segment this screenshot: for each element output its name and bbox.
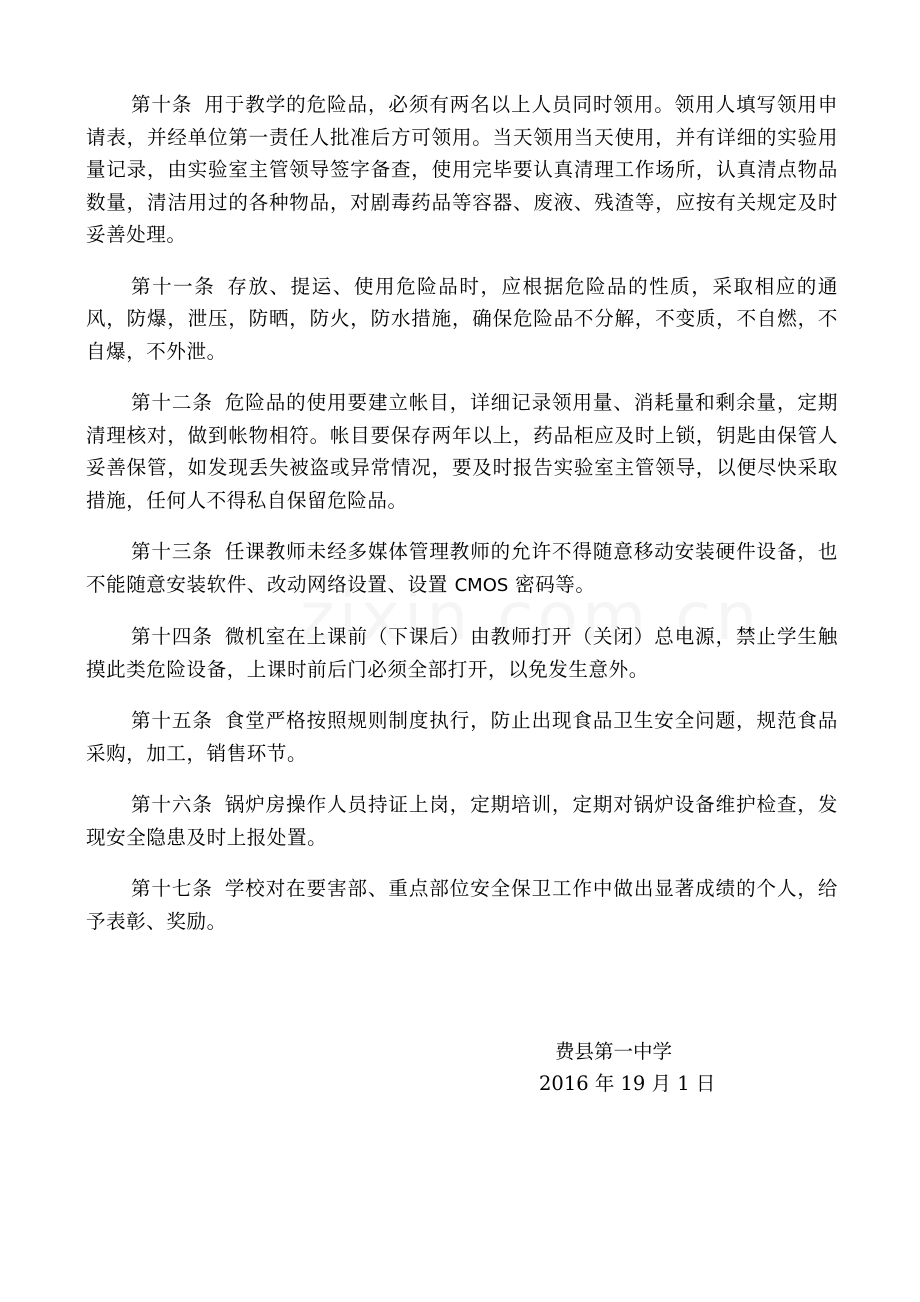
article-number: 第十条 (131, 93, 193, 116)
article-number: 第十一条 (131, 274, 216, 298)
article-16 (86, 789, 838, 854)
document-body (86, 89, 838, 957)
article-text: 用于教学的危险品，必须有两名以上人员同时领用。领用人填写领用申请表，并经单位第一责任人批准后方可领用。当天领用当天使用，并有详细的实验用量记录，由实验室主管领导签字备查，使用完毕要认真清理工作场所，认真清点物品数量，清洁用过的各种物品，对剧毒药品等容器、废液、残渣等，应按有关规定及时妥善处理。 (86, 93, 838, 246)
article-text: 食堂严格按照规则制度执行，防止出现食品卫生安全问题，规范食品采购，加工，销售环节。 (86, 709, 838, 765)
article-text: 危险品的使用要建立帐目，详细记录领用量、消耗量和剩余量，定期清理核对，做到帐物相符。帐目要保存两年以上，药品柜应及时上锁，钥匙由保管人妥善保管，如发现丢失被盗或异常情况，要及时报告实验室主管领导，以便尽快采取措施，任何人不得私自保留危险品。 (86, 391, 838, 512)
article-number: 第十二条 (131, 391, 213, 414)
article-14 (86, 621, 838, 686)
article-text-latin: CMOS (454, 574, 509, 596)
article-12 (86, 387, 838, 517)
article-text: 锅炉房操作人员持证上岗，定期培训，定期对锅炉设备维护检查，发现安全隐患及时上报处置。 (86, 793, 838, 849)
article-text: 学校对在要害部、重点部位安全保卫工作中做出显著成绩的个人，给予表彰、奖励。 (86, 877, 838, 933)
article-number: 第十三条 (131, 540, 213, 563)
article-text: 任课教师未经多媒体管理教师的允许不得随意移动安装硬件设备，也不能随意安装软件、改动网络设置、设置 (86, 540, 838, 596)
signature-organization: 费县第一中学 (555, 1040, 673, 1063)
article-text: 密码等。 (508, 572, 596, 596)
article-15 (86, 705, 838, 770)
article-number: 第十五条 (131, 709, 213, 732)
article-text: 微机室在上课前（下课后）由教师打开（关闭）总电源，禁止学生触摸此类危险设备，上课时前后门必须全部打开，以免发生意外。 (86, 625, 838, 681)
article-text: 存放、提运、使用危险品时，应根据危险品的性质，采取相应的通风，防爆，泄压，防晒，防火，防水措施，确保危险品不分解，不变质，不自燃，不自爆，不外泄。 (86, 274, 839, 363)
article-number: 第十六条 (131, 793, 213, 816)
article-13 (86, 536, 838, 602)
article-11 (86, 271, 838, 369)
signature-date: 2016 年 19 月 1 日 (539, 1072, 716, 1095)
article-10 (86, 89, 838, 252)
signature-block (539, 1036, 779, 1100)
article-17 (86, 873, 838, 938)
article-number: 第十七条 (131, 877, 213, 900)
article-number: 第十四条 (131, 625, 213, 648)
